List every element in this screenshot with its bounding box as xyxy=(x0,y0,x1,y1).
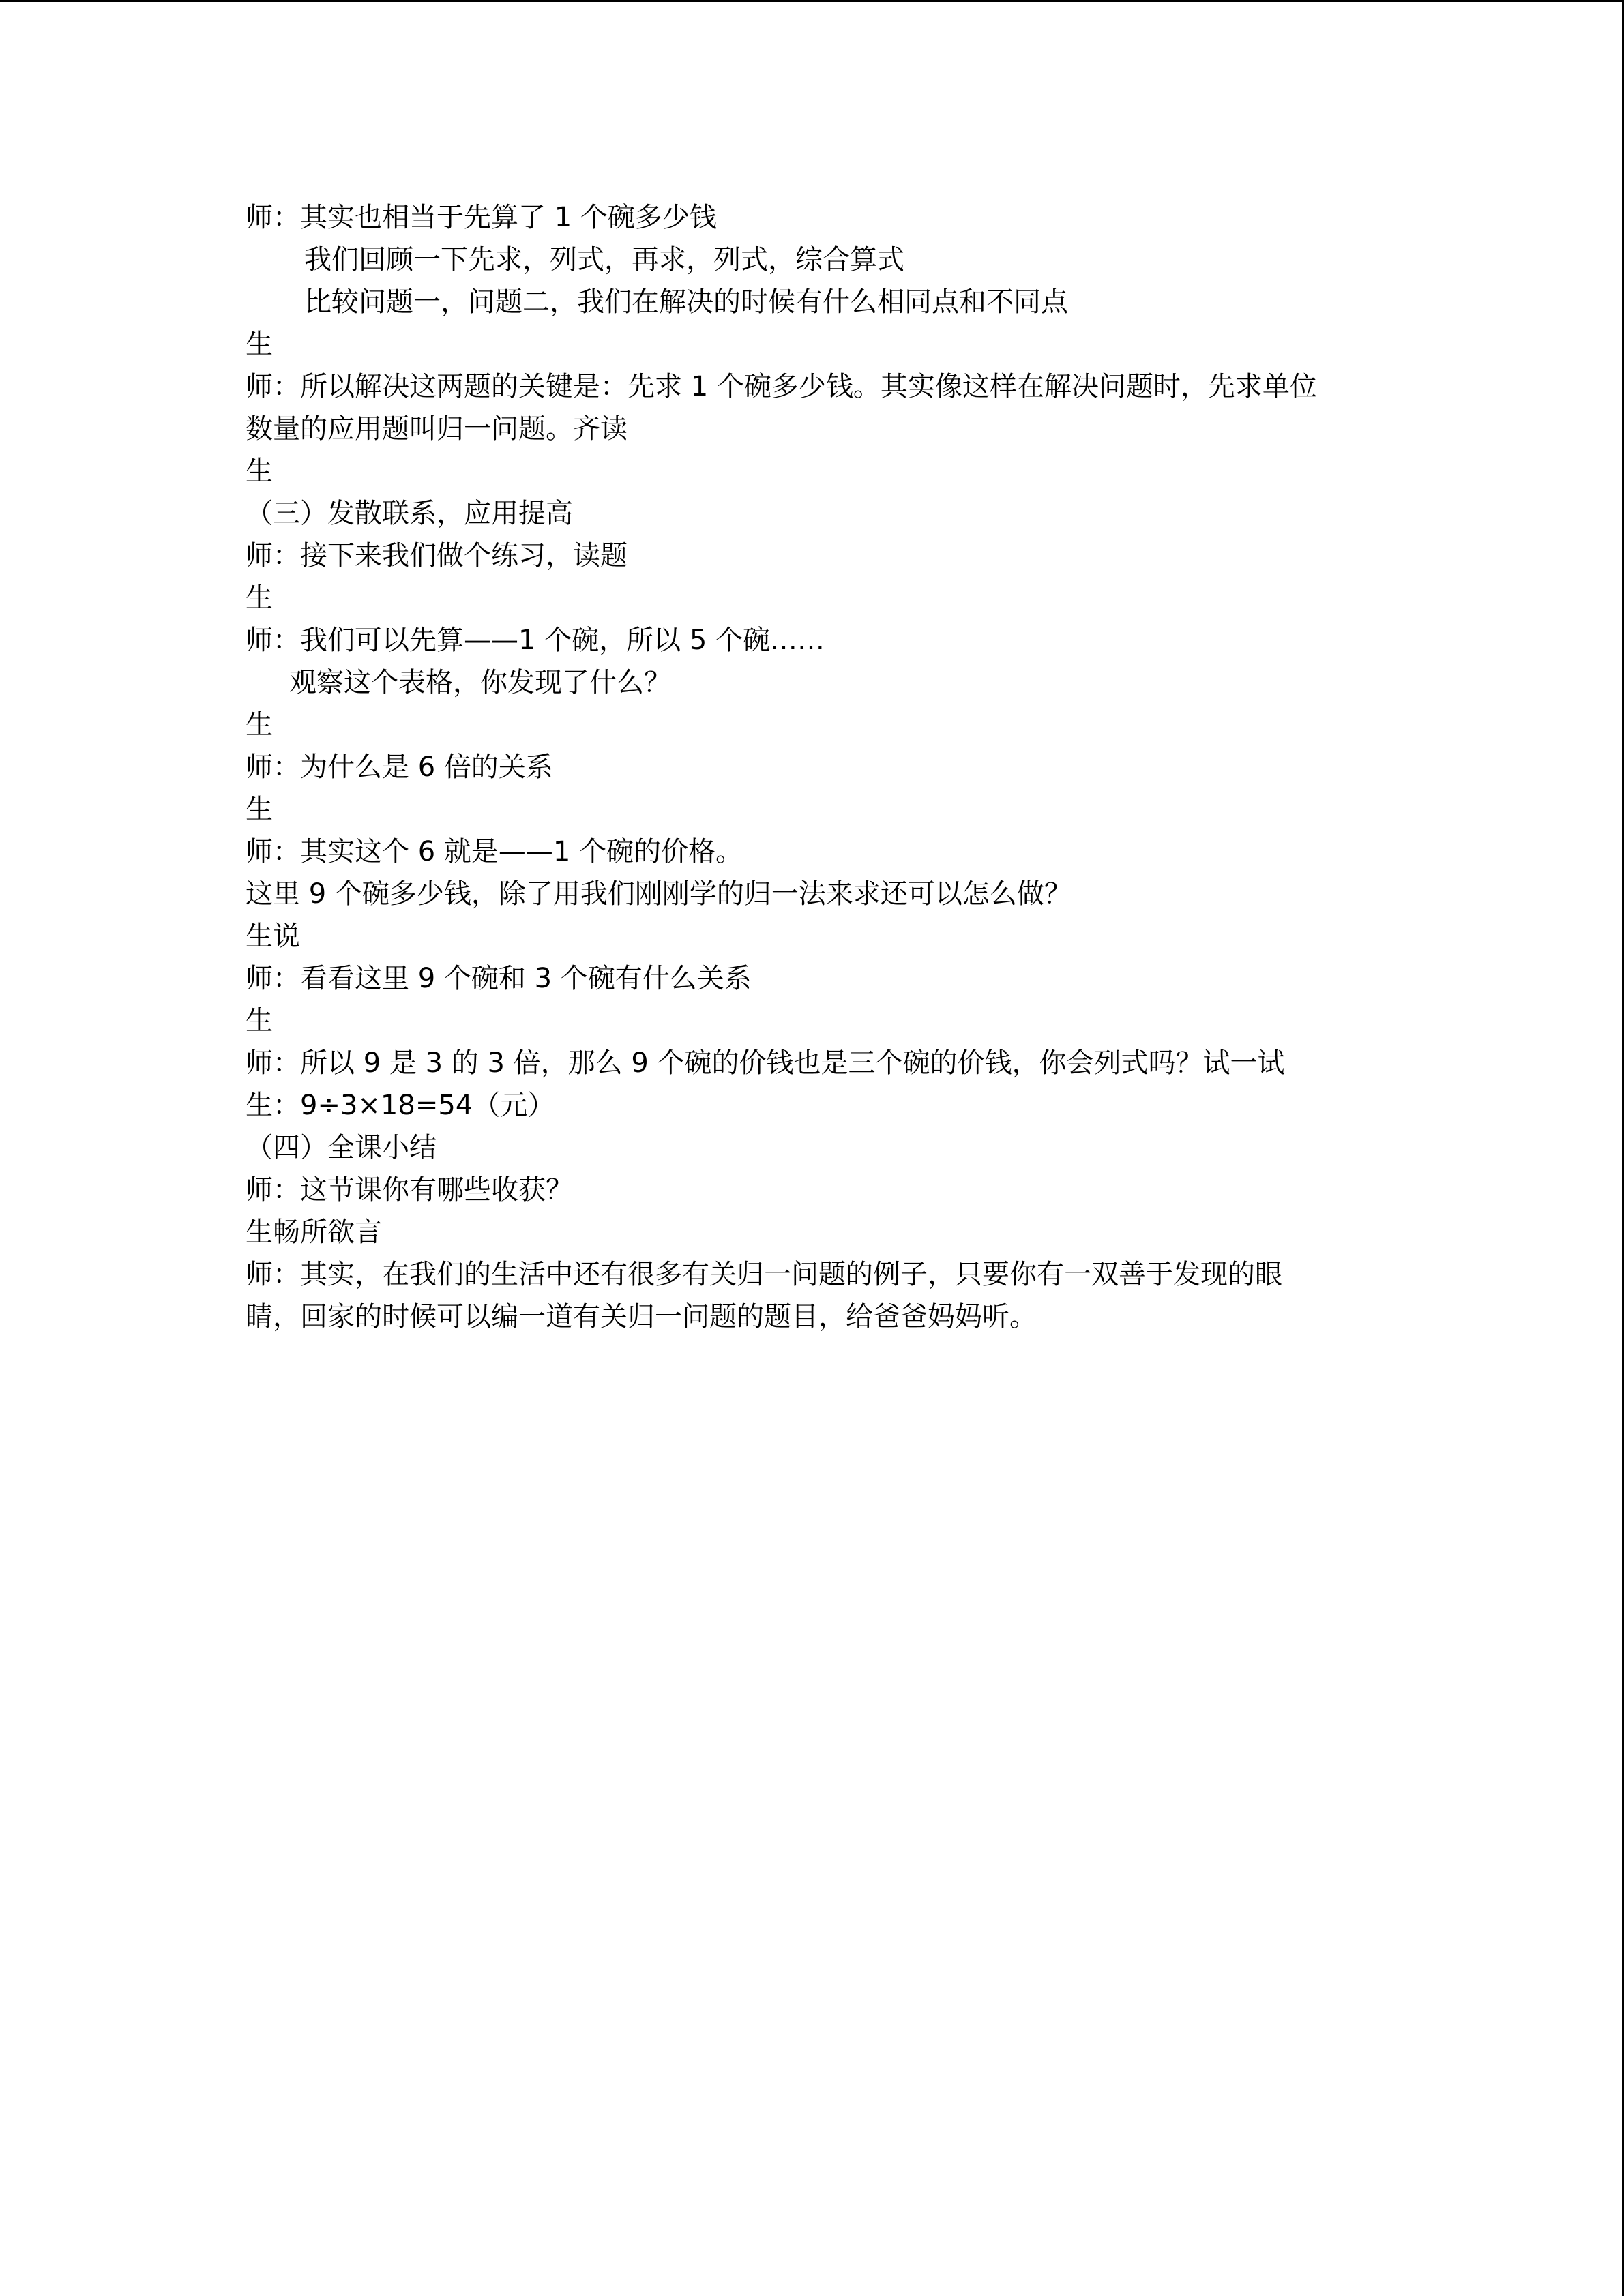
document-body xyxy=(246,196,1391,1338)
section-heading: （四）全课小结 xyxy=(246,1132,437,1163)
text-line: 生 xyxy=(246,456,273,487)
text-line: 师：其实，在我们的生活中还有很多有关归一问题的例子，只要你有一双善于发现的眼 xyxy=(246,1259,1282,1290)
text-line: 师：看看这里 9 个碗和 3 个碗有什么关系 xyxy=(246,963,752,994)
text-line: 师：这节课你有哪些收获？ xyxy=(246,1174,573,1206)
text-line: 生 xyxy=(246,582,273,614)
text-line: 师：其实也相当于先算了 1 个碗多少钱 xyxy=(246,202,717,233)
text-line: 观察这个表格，你发现了什么？ xyxy=(289,667,671,698)
text-line: 生 xyxy=(246,1005,273,1037)
text-line: 这里 9 个碗多少钱，除了用我们刚刚学的归一法来求还可以怎么做？ xyxy=(246,878,1072,910)
text-line: 师：我们可以先算——1 个碗，所以 5 个碗…… xyxy=(246,625,825,656)
section-heading: （三）发散联系，应用提高 xyxy=(246,498,573,529)
text-line: 生 xyxy=(246,709,273,741)
page-border-top xyxy=(0,0,1624,2)
text-line: 比较问题一，问题二，我们在解决的时候有什么相同点和不同点 xyxy=(304,286,1068,318)
text-line: 数量的应用题叫归一问题。齐读 xyxy=(246,413,628,445)
text-line: 生畅所欲言 xyxy=(246,1217,382,1248)
text-line: 生 xyxy=(246,329,273,360)
text-line: 生：9÷3×18=54（元） xyxy=(246,1090,555,1121)
text-line: 师：所以解决这两题的关键是：先求 1 个碗多少钱。其实像这样在解决问题时，先求单位 xyxy=(246,371,1317,402)
text-line: 生说 xyxy=(246,921,300,952)
text-line: 师：为什么是 6 倍的关系 xyxy=(246,751,553,783)
text-line: 师：其实这个 6 就是——1 个碗的价格。 xyxy=(246,836,743,867)
text-line: 睛，回家的时候可以编一道有关归一问题的题目，给爸爸妈妈听。 xyxy=(246,1301,1037,1332)
text-line: 我们回顾一下先求，列式，再求，列式，综合算式 xyxy=(304,244,904,275)
text-line: 师：接下来我们做个练习，读题 xyxy=(246,540,628,571)
text-line: 生 xyxy=(246,794,273,825)
text-line: 师：所以 9 是 3 的 3 倍，那么 9 个碗的价钱也是三个碗的价钱，你会列式吗？试一试 xyxy=(246,1047,1285,1079)
